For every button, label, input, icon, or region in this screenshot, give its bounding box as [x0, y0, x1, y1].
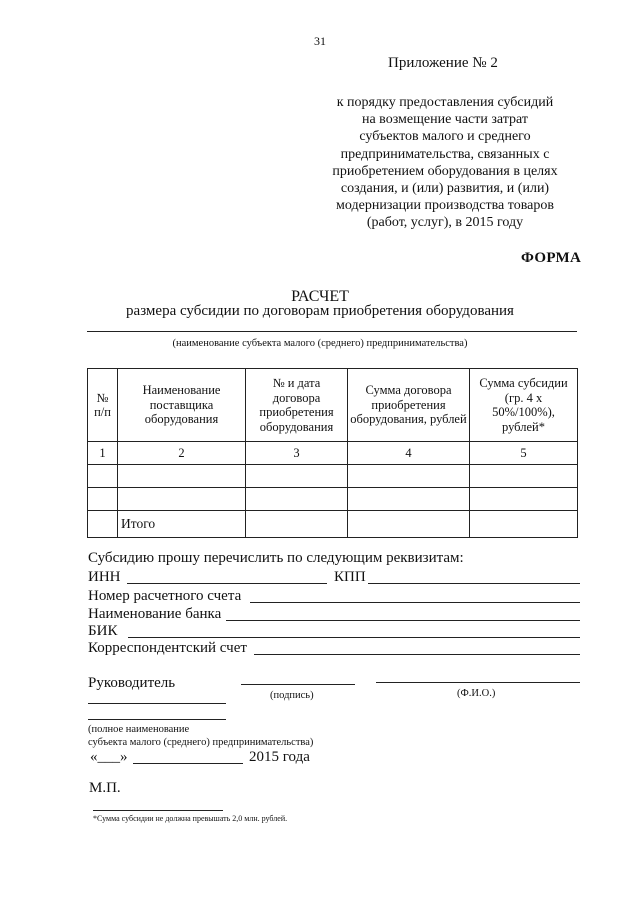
table-cell[interactable] — [118, 465, 246, 488]
appendix-preamble — [300, 94, 590, 232]
header-cell: № и дата договора приобретения оборудования — [246, 369, 348, 442]
preamble-line: модернизации производства товаров — [336, 198, 554, 214]
preamble-line: создания, и (или) развития, и (или) — [340, 181, 550, 197]
preamble-line: предпринимательства, связанных с — [340, 146, 550, 162]
page-number: 31 — [314, 34, 326, 48]
column-number-row — [88, 442, 578, 465]
date-month-field[interactable] — [133, 763, 243, 764]
header-cell: Наименование поставщика оборудования — [118, 369, 246, 442]
table-row — [88, 488, 578, 511]
table-header-row — [88, 369, 578, 442]
table-cell[interactable] — [88, 488, 118, 511]
column-number: 4 — [348, 442, 470, 465]
kpp-label: КПП — [334, 569, 366, 585]
head-label: Руководитель — [88, 675, 176, 691]
calculation-table — [87, 368, 578, 538]
table-cell[interactable] — [470, 465, 578, 488]
preamble-line: (работ, услуг), в 2015 году — [366, 215, 524, 231]
account-label: Номер расчетного счета — [88, 588, 242, 604]
column-number: 1 — [88, 442, 118, 465]
table-cell[interactable] — [348, 488, 470, 511]
preamble-line: приобретением оборудования в целях — [332, 163, 558, 179]
requisites-intro: Субсидию прошу перечислить по следующим реквизитам: — [88, 550, 464, 566]
bik-label: БИК — [88, 623, 118, 639]
entity-full-name-caption-2: субъекта малого (среднего) предпринимательства) — [88, 737, 314, 748]
table-cell[interactable] — [118, 488, 246, 511]
column-number: 5 — [470, 442, 578, 465]
total-label: Итого — [118, 511, 246, 538]
entity-name-caption: (наименование субъекта малого (среднего) предпринимательства) — [172, 338, 468, 349]
table-cell[interactable] — [348, 511, 470, 538]
signature-field[interactable] — [241, 684, 355, 685]
corr-account-field[interactable] — [254, 654, 580, 655]
bank-field[interactable] — [226, 620, 580, 621]
footnote: *Сумма субсидии не должна превышать 2,0 млн. рублей. — [93, 814, 288, 823]
bank-label: Наименование банка — [88, 606, 222, 622]
bik-field[interactable] — [128, 637, 580, 638]
table-cell[interactable] — [246, 465, 348, 488]
header-cell: Сумма договора приобретения оборудования, рублей — [348, 369, 470, 442]
date-year: 2015 года — [249, 749, 310, 765]
preamble-line: к порядку предоставления субсидий — [336, 95, 554, 110]
total-row — [88, 511, 578, 538]
table-cell[interactable] — [246, 488, 348, 511]
corr-account-label: Корреспондентский счет — [88, 640, 247, 656]
footnote-divider — [93, 810, 223, 811]
table-row — [88, 465, 578, 488]
entity-full-name-caption: (полное наименование — [88, 724, 190, 735]
table-cell[interactable] — [348, 465, 470, 488]
preamble-line: субъектов малого и среднего — [359, 129, 531, 145]
form-label: ФОРМА — [521, 250, 582, 266]
table-cell[interactable] — [88, 465, 118, 488]
header-cell: № п/п — [88, 369, 118, 442]
head-position-field[interactable] — [88, 703, 226, 704]
column-number: 3 — [246, 442, 348, 465]
entity-full-name-field[interactable] — [88, 719, 226, 720]
header-cell: Сумма субсидии (гр. 4 х 50%/100%), рублей* — [470, 369, 578, 442]
entity-name-line[interactable] — [87, 331, 577, 332]
calc-title: РАСЧЕТ — [291, 288, 349, 305]
fio-caption: (Ф.И.О.) — [457, 688, 496, 699]
table-cell[interactable] — [88, 511, 118, 538]
table-cell[interactable] — [470, 511, 578, 538]
account-field[interactable] — [250, 602, 580, 603]
table-cell[interactable] — [246, 511, 348, 538]
preamble-line: на возмещение части затрат — [361, 112, 529, 128]
fio-field[interactable] — [376, 682, 580, 683]
signature-caption: (подпись) — [270, 690, 314, 701]
column-number: 2 — [118, 442, 246, 465]
inn-label: ИНН — [88, 569, 121, 585]
calc-subtitle: размера субсидии по договорам приобретения оборудования — [126, 303, 514, 319]
inn-field[interactable] — [127, 583, 327, 584]
date-day[interactable]: «___» — [90, 749, 128, 765]
stamp-label: М.П. — [89, 780, 121, 796]
appendix-title: Приложение № 2 — [388, 55, 498, 71]
table-cell[interactable] — [470, 488, 578, 511]
kpp-field[interactable] — [368, 583, 580, 584]
